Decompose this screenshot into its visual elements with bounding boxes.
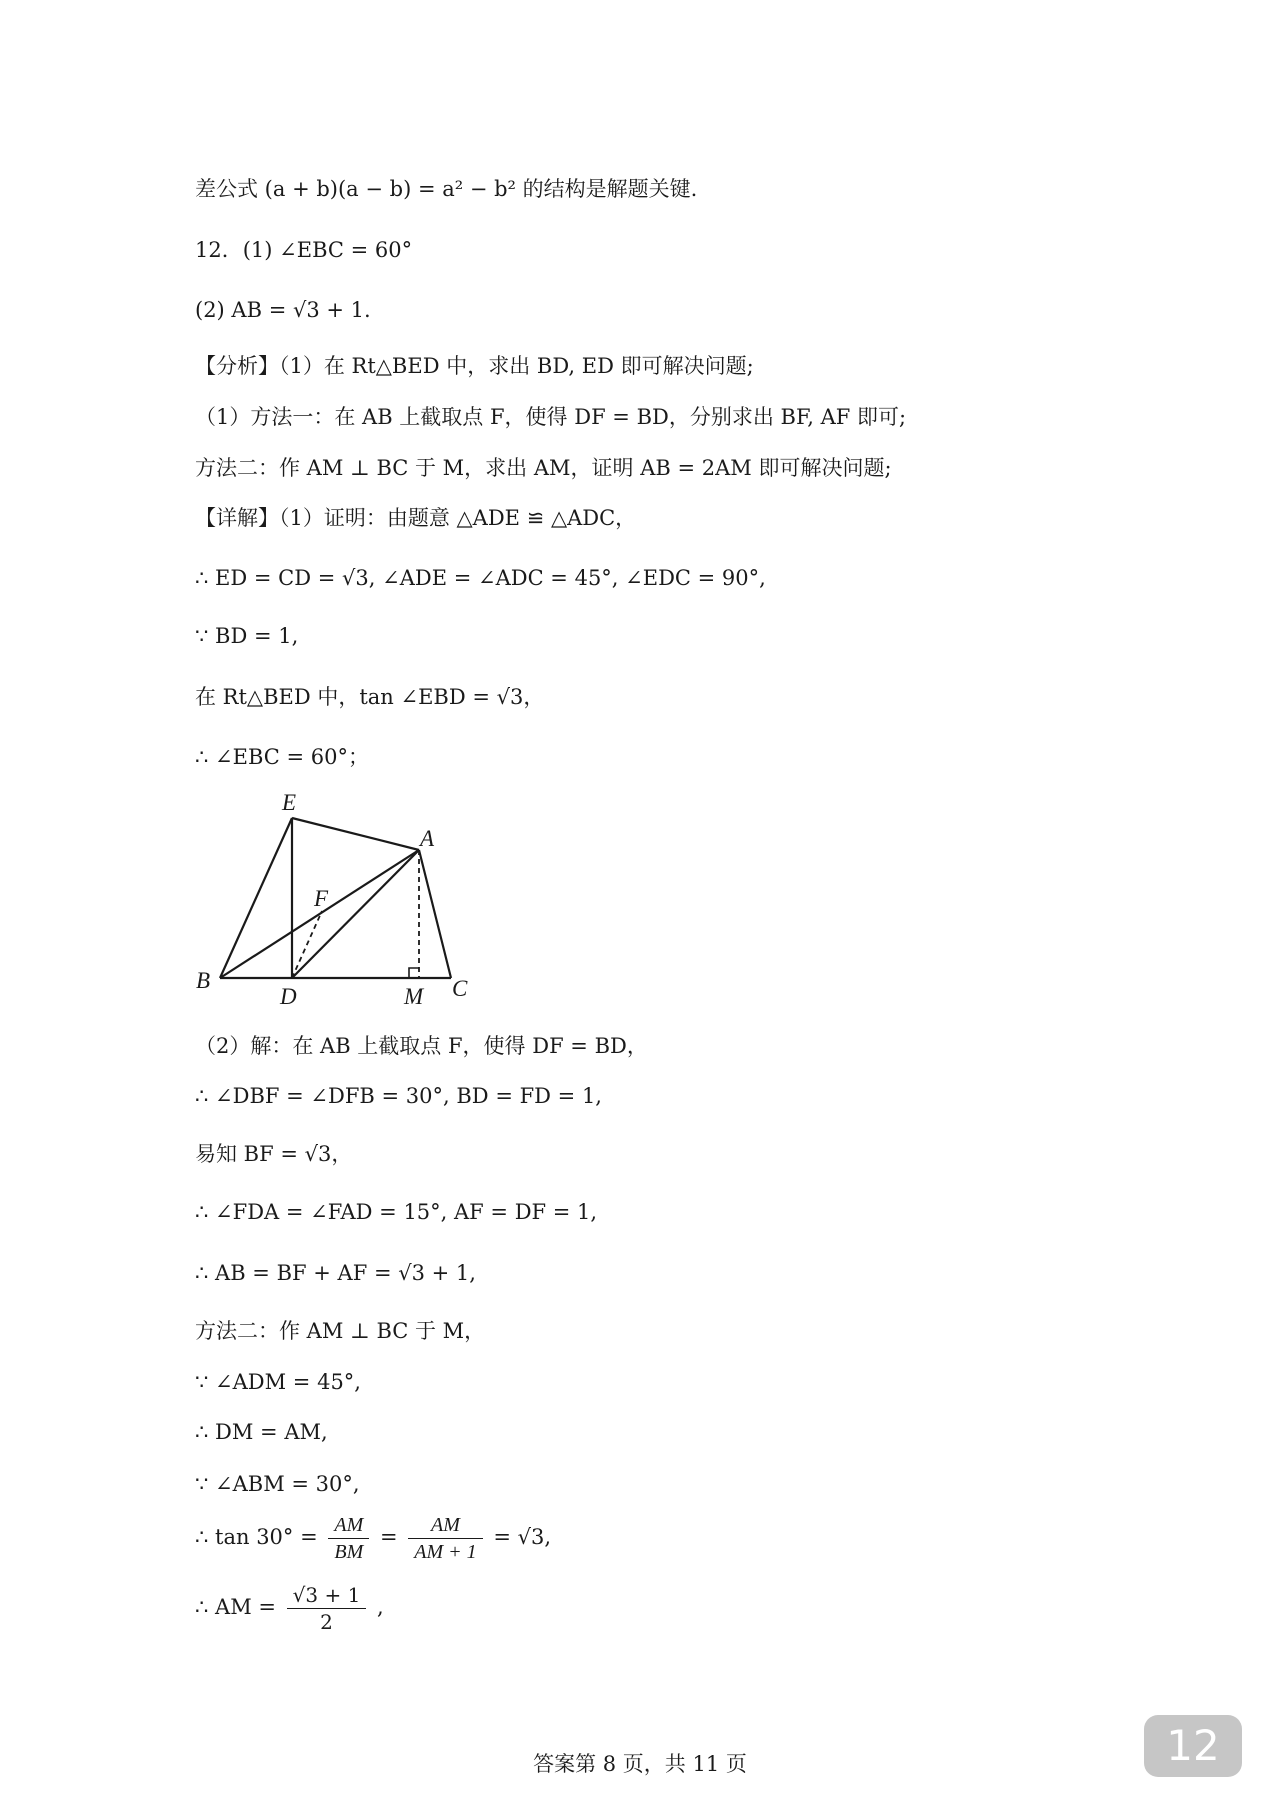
- segment-ac: [419, 850, 451, 978]
- text-line: ∴ ∠FDA = ∠FAD = 15°, AF = DF = 1,: [195, 1200, 598, 1224]
- geometry-figure: [190, 782, 490, 1012]
- text-line: 方法二：作 AM ⊥ BC 于 M，求出 AM，证明 AB = 2AM 即可解决问题;: [195, 456, 892, 480]
- fraction-denominator: AM + 1: [414, 1541, 477, 1563]
- formula-tan-prefix: ∴ tan 30° =: [195, 1525, 318, 1549]
- fraction-sqrt3plus1-over-2: [287, 1582, 367, 1635]
- text-line: ∴ ∠DBF = ∠DFB = 30°, BD = FD = 1,: [195, 1084, 602, 1108]
- text-line: （2）解：在 AB 上截取点 F，使得 DF = BD，: [195, 1034, 648, 1058]
- fraction-numerator: AM: [408, 1512, 482, 1539]
- text-line: ∴ DM = AM,: [195, 1420, 328, 1444]
- text-line: （1）方法一：在 AB 上截取点 F，使得 DF = BD，分别求出 BF, AF 即可;: [195, 405, 907, 429]
- text-line: ∴ AB = BF + AF = √3 + 1,: [195, 1261, 476, 1285]
- analysis-heading: 【分析】（1）在 Rt△BED 中，求出 BD, ED 即可解决问题;: [195, 354, 754, 378]
- text-line: 方法二：作 AM ⊥ BC 于 M，: [195, 1319, 486, 1343]
- text-line: ∴ ED = CD = √3, ∠ADE = ∠ADC = 45°, ∠EDC = 90°,: [195, 566, 766, 590]
- fraction-denominator: 2: [320, 1610, 333, 1634]
- page-number-badge[interactable]: 12: [1144, 1715, 1242, 1777]
- text-line: 差公式 (a + b)(a − b) = a² − b² 的结构是解题关键.: [195, 177, 698, 201]
- answer-12-part1: 12．(1) ∠EBC = 60°: [195, 238, 413, 262]
- label-a: A: [420, 826, 435, 851]
- formula-tan: [195, 1512, 551, 1565]
- fraction-am-am1: [408, 1512, 482, 1565]
- text-line: 易知 BF = √3，: [195, 1142, 353, 1166]
- text-line: ∴ ∠EBC = 60°；: [195, 745, 370, 769]
- right-angle-mark: [409, 968, 419, 978]
- segment-ea: [292, 818, 419, 850]
- text-line: ∵ ∠ABM = 30°,: [195, 1472, 360, 1496]
- fraction-numerator: √3 + 1: [287, 1582, 367, 1609]
- equals-sign: =: [379, 1525, 398, 1549]
- text-line: ∵ BD = 1,: [195, 624, 299, 648]
- label-c: C: [452, 976, 468, 1001]
- formula-am: [195, 1582, 384, 1635]
- page-footer: 答案第 8 页，共 11 页: [533, 1752, 747, 1776]
- fraction-numerator: AM: [328, 1512, 369, 1539]
- answer-12-part2: (2) AB = √3 + 1.: [195, 298, 371, 322]
- segment-da: [292, 850, 419, 978]
- fraction-am-bm: [328, 1512, 369, 1565]
- label-d: D: [280, 984, 297, 1009]
- formula-am-suffix: ,: [377, 1595, 384, 1619]
- formula-am-prefix: ∴ AM =: [195, 1595, 276, 1619]
- formula-tan-suffix: = √3,: [493, 1525, 552, 1549]
- fraction-denominator: BM: [334, 1541, 364, 1563]
- label-m: M: [404, 984, 424, 1009]
- detail-heading: 【详解】（1）证明：由题意 △ADE ≌ △ADC，: [195, 506, 637, 530]
- label-f: F: [314, 886, 329, 911]
- label-b: B: [196, 968, 211, 993]
- text-line: ∵ ∠ADM = 45°,: [195, 1370, 361, 1394]
- label-e: E: [282, 790, 297, 815]
- text-line: 在 Rt△BED 中，tan ∠EBD = √3，: [195, 685, 545, 709]
